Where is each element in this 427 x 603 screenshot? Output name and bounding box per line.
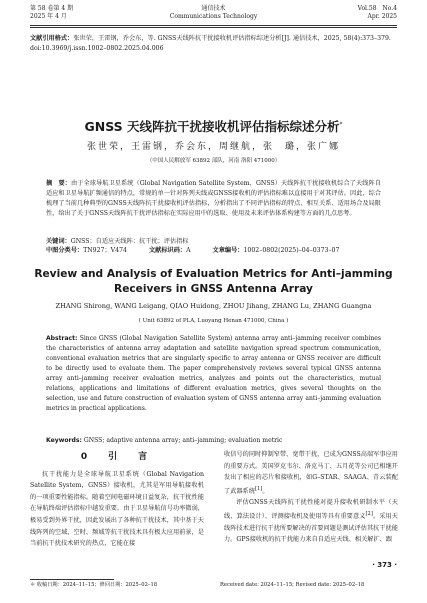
body-column-right xyxy=(224,449,398,546)
header-center xyxy=(30,5,397,21)
reference-mark: [2] xyxy=(365,511,373,518)
section-heading-introduction: 0 引 言 xyxy=(80,452,154,462)
keywords-cn-label: 关键词： xyxy=(46,238,71,245)
keywords-en xyxy=(46,436,381,446)
body-text: 评估GNSS天线阵抗干扰性能对提升接收机研制水平（天线、算法设计）、评测接收机及使用等具有重要意义 xyxy=(224,499,398,521)
keywords-en-text: GNSS; adaptive antenna array; anti–jamming; evaluation metric xyxy=(83,437,283,444)
body-text: 。采用天线阵技术进行抗干扰所要解决的首要问题是测试评估其抗干扰能力。GPS接收机的抗干扰能力来自自适应天线、相关解扩、跟 xyxy=(224,513,398,544)
doc-code-label: 文献标识码： xyxy=(148,247,187,254)
citation-block xyxy=(30,34,397,54)
header-journal-en: Communications Technology xyxy=(169,13,258,20)
header-date-en: Apr. 2025 xyxy=(367,13,397,20)
body-text: 收信号的同时抑制窄带、宽带干扰，已成为GNSS高端军事应用的重要方式。美国罗克韦尔、洛克马丁、五月花等公司已相继开发出了相应的芯片和接收机，如G–STAR、SAAGA、青云装配了武器系统 xyxy=(224,451,398,495)
header-rule-thin xyxy=(30,27,397,28)
doc-code-value: A xyxy=(186,247,191,254)
abstract-en-label: Abstract: xyxy=(46,335,78,342)
header-volume-cn: 第 58 卷第 4 期 xyxy=(30,5,74,12)
citation-label: 文献引用格式： xyxy=(30,35,74,42)
header-journal-cn: 通信技术 xyxy=(201,5,226,12)
title-cn xyxy=(30,117,397,135)
body-paragraph-continued: 收信号的同时抑制窄带、宽带干扰，已成为GNSS高端军事应用的重要方式。美国罗克韦尔、洛克马丁、五月花等公司已相继开发出了相应的芯片和接收机，如G–STAR、SAAGA、青云装配了武器系统[1]。 xyxy=(224,451,398,495)
header-volume-en: Vol.58 No.4 xyxy=(357,5,397,12)
citation-doi: doi:10.3969/j.issn.1002–0802.2025.04.006 xyxy=(30,45,164,52)
authors-cn: 张世荣，王雷钢，乔会东，周继航，张 璐，张广娜 xyxy=(86,142,340,152)
footnote-cn: ＊ 收稿日期：2024–11–15；修回日期：2025–02–18 xyxy=(30,582,158,588)
header-right xyxy=(358,5,397,21)
title-cn-text: GNSS 天线阵抗干扰接收机评估指标综述分析 xyxy=(84,119,340,134)
abstract-en xyxy=(46,334,381,414)
footnote-en: Received date: 2024–11–15; Revised date: 2025–02–18 xyxy=(220,582,365,588)
abstract-cn-text: 由于全球导航卫星系统（Global Navigation Satellite System，GNSS）天线阵抗干扰接收机综合了天线阵自适应和卫星导航扩频通信的特点，常规的单一针对阵列天线或GNSS接收机的评估指标难以直接用于对其评估。因此，综合梳理了当前几种典型的GNSS天线阵抗干扰接收机评估指标，分析指出了不同评估指标的特点、相互关系、适用场合及局限性，给出了关于GNSS天线阵抗干扰评估指标在实际应用中的选取、使用及未来评估体系构建等方面的几点思考。 xyxy=(46,180,382,217)
authors-en: ZHANG Shirong, WANG Leigang, QIAO Huidong, ZHOU Jihang, ZHANG Lu, ZHANG Guangna xyxy=(55,302,372,310)
keywords-cn-text: GNSS；自适应天线阵；抗干扰；评估指标 xyxy=(70,238,189,245)
body-paragraph xyxy=(224,497,398,545)
header-date-cn: 2025 年 4 月 xyxy=(30,13,67,20)
keywords-en-label: Keywords: xyxy=(46,437,82,444)
footnote xyxy=(30,582,397,589)
affiliation-cn: （中国人民解放军 63892 部队，河南 洛阳 471000） xyxy=(146,158,281,164)
clc-label: 中图分类号： xyxy=(46,247,84,254)
abstract-cn-label: 摘 要： xyxy=(46,180,72,187)
abstract-cn xyxy=(46,179,381,219)
affiliation-en: ( Unit 63892 of PLA, Luoyang Henan 471000, China ) xyxy=(138,318,289,324)
body-column-left xyxy=(30,451,204,550)
classification-line xyxy=(46,246,381,256)
body-paragraph: 抗干扰能力是全球导航卫星系统（Global Navigation Satellite System，GNSS）接收机，尤其是军用导航接收机的一项重要性能指标。随着空间电磁环境日益复杂，抗干扰性能在导航终端评估指标中越发重要。由于卫星导航信号功率微弱，极易受到外界干扰，因此发展出了各种抗干扰技术，其中基于天线阵列的空域、空时、频域等抗干扰技术具有极大应用前景，是当前抗干扰技术研究的热点，它能在接 xyxy=(30,470,204,548)
footnote-rule xyxy=(30,579,114,580)
reference-mark: [1] xyxy=(254,485,263,492)
title-footnote-mark: * xyxy=(339,120,343,128)
citation-text: 张世荣，王雷钢，乔会东，等. GNSS天线阵抗干扰接收机评估指标综述分析[J]. 通信技术，2025, 58(4):373–379. xyxy=(73,35,391,42)
abstract-en-text: Since GNSS (Global Navigation Satellite System) antenna array anti–jamming receiver combines the characteristics of antenna array adaptation and satellite navigation spread spectrum communication, conventional evaluation metrics that are singularly specific to array antenna or GNSS receiver are difficult to be directly used to evaluate them. The paper comprehensively reviews several typical GNSS antenna array anti–jamming receiver evaluation metrics, analyzes and points out the characteristics, mutual relations, applications and limitations of different evaluation metrics, gives several thoughts on the selection, use and future construction of evaluation system of GNSS antenna array anti–jamming evaluation metrics in practical applications. xyxy=(46,335,381,412)
page-number: · 373 · xyxy=(372,561,397,569)
clc-value: TN927；V474 xyxy=(83,247,127,254)
article-no-label: 文章编号： xyxy=(212,247,244,254)
running-header xyxy=(30,5,397,27)
article-no-value: 1002–0802(2025)–04–0373–07 xyxy=(243,247,340,254)
title-en: Review and Analysis of Evaluation Metrics for Anti–jamming Receivers in GNSS Antenna Array xyxy=(34,268,393,295)
